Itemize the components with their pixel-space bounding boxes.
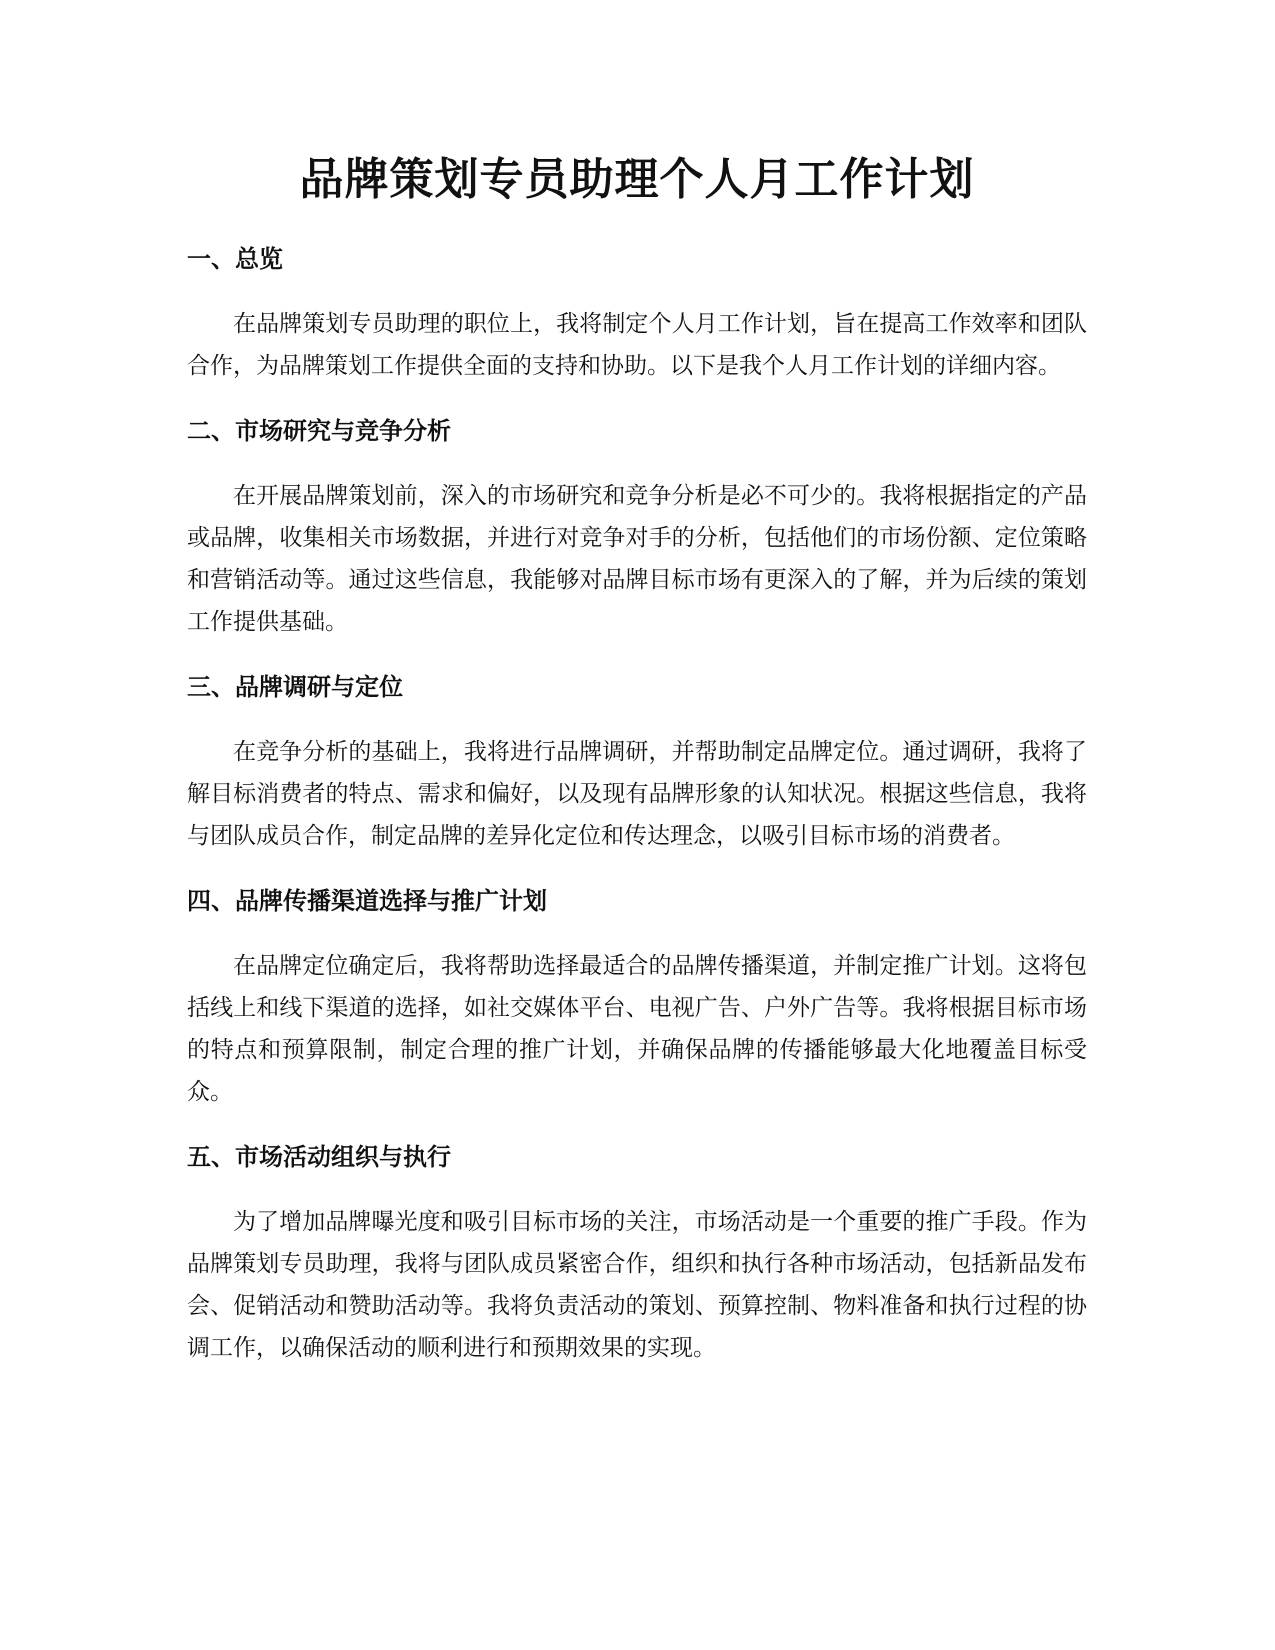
section-brand-positioning xyxy=(187,670,1087,857)
section-market-activities xyxy=(187,1140,1087,1369)
section-heading: 三、品牌调研与定位 xyxy=(187,673,403,701)
document-title: 品牌策划专员助理个人月工作计划 xyxy=(299,154,975,205)
section-heading: 五、市场活动组织与执行 xyxy=(187,1143,451,1171)
section-paragraph: 在开展品牌策划前，深入的市场研究和竞争分析是必不可少的。我将根据指定的产品或品牌，收集相关市场数据，并进行对竞争对手的分析，包括他们的市场份额、定位策略和营销活动等。通过这些信息，我能够对品牌目标市场有更深入的了解，并为后续的策划工作提供基础。 xyxy=(187,483,1087,635)
section-market-research xyxy=(187,414,1087,643)
section-heading: 四、品牌传播渠道选择与推广计划 xyxy=(187,887,547,915)
section-paragraph: 为了增加品牌曝光度和吸引目标市场的关注，市场活动是一个重要的推广手段。作为品牌策划专员助理，我将与团队成员紧密合作，组织和执行各种市场活动，包括新品发布会、促销活动和赞助活动等。我将负责活动的策划、预算控制、物料准备和执行过程的协调工作，以确保活动的顺利进行和预期效果的实现。 xyxy=(187,1209,1087,1361)
document-page xyxy=(187,0,1087,1369)
section-heading: 二、市场研究与竞争分析 xyxy=(187,417,451,445)
section-overview xyxy=(187,242,1087,387)
section-heading: 一、总览 xyxy=(187,245,283,273)
section-channel-promotion xyxy=(187,884,1087,1113)
section-paragraph: 在品牌策划专员助理的职位上，我将制定个人月工作计划，旨在提高工作效率和团队合作，为品牌策划工作提供全面的支持和协助。以下是我个人月工作计划的详细内容。 xyxy=(187,311,1087,379)
section-paragraph: 在竞争分析的基础上，我将进行品牌调研，并帮助制定品牌定位。通过调研，我将了解目标消费者的特点、需求和偏好，以及现有品牌形象的认知状况。根据这些信息，我将与团队成员合作，制定品牌的差异化定位和传达理念，以吸引目标市场的消费者。 xyxy=(187,739,1087,849)
section-paragraph: 在品牌定位确定后，我将帮助选择最适合的品牌传播渠道，并制定推广计划。这将包括线上和线下渠道的选择，如社交媒体平台、电视广告、户外广告等。我将根据目标市场的特点和预算限制，制定合理的推广计划，并确保品牌的传播能够最大化地覆盖目标受众。 xyxy=(187,953,1087,1105)
